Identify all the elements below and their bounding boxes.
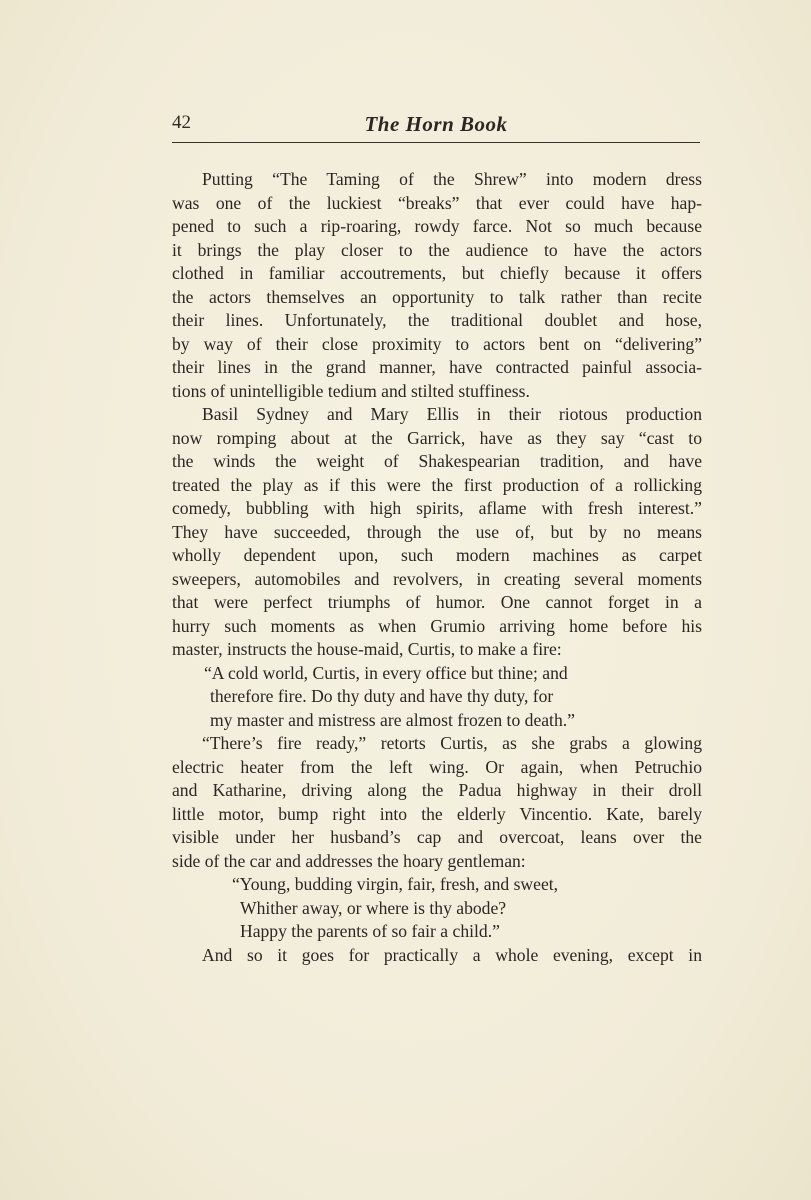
quote-line: Whither away, or where is thy abode? [240, 897, 507, 918]
text-line: now romping about at the Garrick, have as they say “cast to [172, 427, 702, 448]
text-line: treated the play as if this were the first production of a rollicking [172, 474, 702, 495]
text-line: by way of their close proximity to actors bent on “delivering” [172, 333, 702, 354]
text-line: hurry such moments as when Grumio arriving home before his [172, 615, 702, 636]
text-line: the winds the weight of Shakespearian tradition, and have [172, 451, 702, 471]
quote-line: my master and mistress are almost frozen to death.” [210, 709, 575, 730]
quote-line: Happy the parents of so fair a child.” [240, 921, 500, 941]
text-line: and Katharine, driving along the Padua highway in their droll [172, 780, 702, 800]
text-line: visible under her husband’s cap and overcoat, leans over the [172, 827, 702, 847]
text-line: “There’s fire ready,” retorts Curtis, as she grabs a glowing [202, 733, 702, 753]
text-line: clothed in familiar accoutrements, but chiefly because it offers [172, 263, 702, 283]
text-line: their lines in the grand manner, have contracted painful associa- [172, 357, 702, 377]
page-number: 42 [172, 112, 191, 133]
body-text [172, 168, 702, 967]
running-title: The Horn Book [364, 112, 508, 136]
text-line: They have succeeded, through the use of, but by no means [172, 521, 702, 542]
quote-line: “Young, budding virgin, fair, fresh, and sweet, [232, 874, 559, 894]
text-line: Putting “The Taming of the Shrew” into modern dress [202, 169, 702, 189]
header-rule [172, 142, 700, 143]
text-line: master, instructs the house-maid, Curtis, to make a fire: [172, 639, 562, 659]
text-line: little motor, bump right into the elderly Vincentio. Kate, barely [172, 803, 702, 824]
text-line: electric heater from the left wing. Or again, when Petruchio [172, 756, 702, 777]
text-line: sweepers, automobiles and revolvers, in creating several moments [172, 568, 702, 589]
text-line: And so it goes for practically a whole evening, except in [202, 944, 702, 965]
text-line: was one of the luckiest “breaks” that ever could have hap- [172, 192, 702, 213]
text-line: wholly dependent upon, such modern machines as carpet [172, 545, 702, 565]
page-header [172, 108, 700, 140]
text-line: pened to such a rip-roaring, rowdy farce. Not so much because [172, 216, 702, 236]
text-line: that were perfect triumphs of humor. One cannot forget in a [172, 592, 702, 612]
text-line: it brings the play closer to the audience to have the actors [172, 239, 702, 260]
text-line: side of the car and addresses the hoary gentleman: [172, 850, 526, 871]
quote-line: therefore fire. Do thy duty and have thy duty, for [210, 686, 554, 706]
text-line: the actors themselves an opportunity to talk rather than recite [172, 286, 702, 307]
text-line: their lines. Unfortunately, the traditional doublet and hose, [172, 310, 702, 330]
text-line: tions of unintelligible tedium and stilted stuffiness. [172, 380, 530, 401]
quote-line: “A cold world, Curtis, in every office but thine; and [204, 662, 568, 683]
text-line: Basil Sydney and Mary Ellis in their riotous production [202, 404, 702, 424]
text-line: comedy, bubbling with high spirits, aflame with fresh interest.” [172, 498, 702, 518]
